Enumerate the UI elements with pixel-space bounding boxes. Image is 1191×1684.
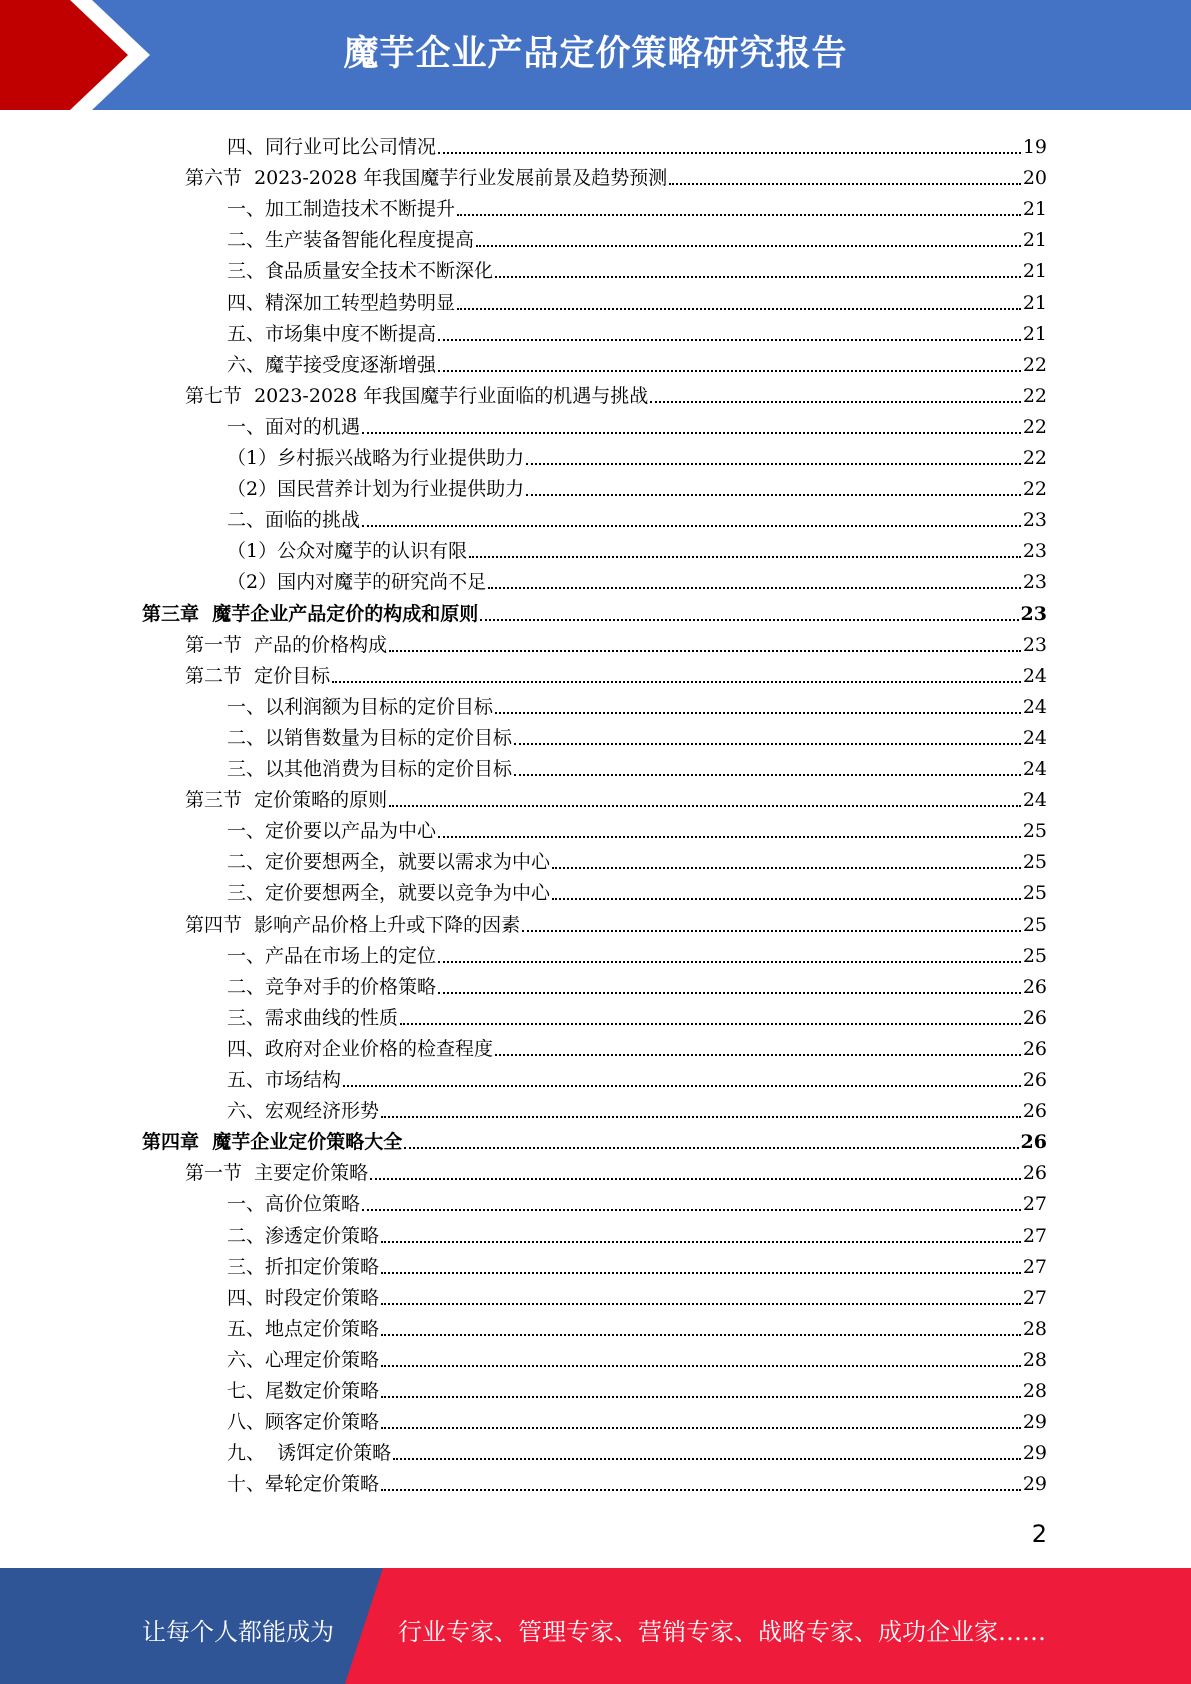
- toc-entry-title: 三、以其他消费为目标的定价目标: [227, 758, 513, 780]
- toc-dot-leader: [381, 1365, 1021, 1367]
- toc-dot-leader: [514, 743, 1021, 745]
- toc-entry-title: 三、食品质量安全技术不断深化: [227, 260, 494, 283]
- toc-dot-leader: [552, 867, 1021, 869]
- toc-dot-leader: [650, 401, 1021, 403]
- toc-entry[interactable]: [227, 1030, 1047, 1061]
- toc-entry-title: 一、定价要以产品为中心: [227, 820, 437, 843]
- toc-dot-leader: [389, 805, 1021, 807]
- toc-entry-title: 四、精深加工转型趋势明显: [227, 291, 456, 314]
- toc-entry-page: 27: [1022, 1193, 1047, 1216]
- toc-entry-page: 28: [1022, 1348, 1047, 1371]
- toc-entry[interactable]: [227, 719, 1047, 750]
- toc-dot-leader: [381, 1241, 1021, 1243]
- toc-dot-leader: [438, 152, 1021, 154]
- toc-entry-title: 第四节 影响产品价格上升或下降的因素: [185, 913, 521, 936]
- toc-dot-leader: [438, 961, 1021, 963]
- toc-entry-page: 22: [1022, 353, 1047, 376]
- toc-dot-leader: [526, 463, 1021, 465]
- toc-entry-page: 24: [1022, 789, 1047, 812]
- toc-dot-leader: [381, 1303, 1021, 1305]
- page-footer: [0, 1568, 1191, 1684]
- toc-entry[interactable]: [227, 812, 1047, 843]
- toc-entry[interactable]: [185, 159, 1047, 190]
- toc-entry-title: 六、宏观经济形势: [227, 1100, 380, 1123]
- toc-dot-leader: [457, 308, 1021, 310]
- toc-dot-leader: [495, 1054, 1021, 1056]
- toc-dot-leader: [480, 619, 1018, 621]
- toc-dot-leader: [381, 1334, 1021, 1336]
- toc-entry[interactable]: [227, 408, 1047, 439]
- toc-dot-leader: [495, 276, 1021, 278]
- toc-entry-title: 第三章 魔芋企业产品定价的构成和原则: [142, 602, 479, 625]
- toc-entry-title: 二、定价要想两全，就要以需求为中心: [227, 851, 551, 874]
- toc-dot-leader: [669, 183, 1021, 185]
- toc-entry-title: 四、时段定价策略: [227, 1286, 380, 1309]
- toc-entry-title: 五、市场集中度不断提高: [227, 322, 437, 345]
- footer-slogan-right: 行业专家、管理专家、营销专家、战略专家、成功企业家……: [398, 1618, 1046, 1646]
- toc-entry[interactable]: [227, 1248, 1047, 1279]
- toc-dot-leader: [438, 992, 1021, 994]
- toc-entry-page: 25: [1022, 820, 1047, 843]
- toc-entry-title: 第四章 魔芋企业定价策略大全: [142, 1131, 403, 1154]
- toc-entry-title: 第二节 定价目标: [185, 664, 331, 687]
- toc-entry[interactable]: [227, 284, 1047, 315]
- toc-entry-page: 24: [1022, 726, 1047, 749]
- toc-entry[interactable]: [185, 906, 1047, 937]
- toc-entry[interactable]: [227, 1061, 1047, 1092]
- toc-dot-leader: [381, 1272, 1021, 1274]
- toc-entry-page: 21: [1022, 229, 1047, 252]
- toc-dot-leader: [404, 1147, 1018, 1149]
- toc-entry[interactable]: [227, 874, 1047, 905]
- toc-dot-leader: [522, 930, 1021, 932]
- toc-entry[interactable]: [227, 470, 1047, 501]
- toc-entry-page: 29: [1022, 1411, 1047, 1434]
- toc-entry-title: 十、晕轮定价策略: [227, 1473, 380, 1496]
- toc-dot-leader: [457, 214, 1021, 216]
- toc-entry-title: 第一节 产品的价格构成: [185, 633, 388, 656]
- toc-entry[interactable]: [227, 1465, 1047, 1496]
- page-header: [0, 0, 1191, 110]
- toc-entry-page: 26: [1022, 1162, 1047, 1185]
- toc-entry-page: 21: [1022, 291, 1047, 314]
- toc-dot-leader: [476, 245, 1021, 247]
- toc-entry[interactable]: [227, 999, 1047, 1030]
- toc-entry-page: 21: [1022, 260, 1047, 283]
- toc-entry-page: 29: [1022, 1473, 1047, 1496]
- toc-entry-page: 23: [1022, 540, 1047, 563]
- toc-entry-title: （1）公众对魔芋的认识有限: [227, 540, 468, 563]
- toc-dot-leader: [381, 1116, 1021, 1118]
- toc-entry-page: 27: [1022, 1255, 1047, 1278]
- toc-entry[interactable]: [142, 1123, 1047, 1154]
- toc-entry-page: 25: [1022, 882, 1047, 905]
- toc-entry[interactable]: [227, 1279, 1047, 1310]
- toc-entry-page: 21: [1022, 198, 1047, 221]
- toc-entry[interactable]: [227, 843, 1047, 874]
- toc-entry[interactable]: [227, 439, 1047, 470]
- toc-entry-title: 第六节 2023-2028 年我国魔芋行业发展前景及趋势预测: [185, 167, 668, 190]
- toc-entry[interactable]: [227, 1185, 1047, 1216]
- toc-entry[interactable]: [227, 346, 1047, 377]
- toc-entry-title: 一、加工制造技术不断提升: [227, 198, 456, 221]
- toc-entry-title: 八、顾客定价策略: [227, 1411, 380, 1434]
- toc-entry-page: 22: [1022, 384, 1047, 407]
- toc-entry-page: 24: [1022, 664, 1047, 687]
- toc-entry-title: 二、面临的挑战: [227, 509, 361, 532]
- toc-dot-leader: [381, 1489, 1021, 1491]
- toc-entry-title: 第一节 主要定价策略: [185, 1162, 369, 1185]
- toc-entry[interactable]: [142, 595, 1047, 626]
- toc-dot-leader: [400, 1023, 1021, 1025]
- toc-entry-title: （2）国民营养计划为行业提供助力: [227, 478, 525, 501]
- toc-dot-leader: [438, 339, 1021, 341]
- toc-entry-title: 二、渗透定价策略: [227, 1224, 380, 1247]
- toc-dot-leader: [514, 774, 1021, 776]
- toc-entry-title: 第七节 2023-2028 年我国魔芋行业面临的机遇与挑战: [185, 384, 649, 407]
- toc-entry-page: 26: [1022, 1100, 1047, 1123]
- toc-entry-page: 26: [1022, 1037, 1047, 1060]
- toc-entry[interactable]: [185, 1154, 1047, 1185]
- toc-entry-page: 23: [1022, 633, 1047, 656]
- toc-entry-page: 24: [1022, 758, 1047, 780]
- toc-dot-leader: [469, 556, 1021, 558]
- toc-entry-page: 22: [1022, 415, 1047, 438]
- toc-dot-leader: [362, 1209, 1021, 1211]
- toc-entry[interactable]: [227, 315, 1047, 346]
- toc-dot-leader: [332, 681, 1021, 683]
- toc-entry[interactable]: [185, 377, 1047, 408]
- toc-entry-page: 26: [1022, 1006, 1047, 1029]
- toc-entry-page: 23: [1022, 571, 1047, 594]
- toc-entry[interactable]: [227, 1310, 1047, 1341]
- toc-entry[interactable]: [227, 1217, 1047, 1248]
- toc-entry[interactable]: [227, 688, 1047, 719]
- toc-entry-page: 25: [1022, 913, 1047, 936]
- toc-entry-page: 27: [1022, 1286, 1047, 1309]
- toc-dot-leader: [381, 1427, 1021, 1429]
- toc-entry-title: 三、折扣定价策略: [227, 1255, 380, 1278]
- toc-dot-leader: [495, 712, 1021, 714]
- toc-entry-page: 23: [1022, 509, 1047, 532]
- toc-entry-page: 28: [1022, 1380, 1047, 1402]
- toc-entry-title: 一、面对的机遇: [227, 415, 361, 438]
- toc-dot-leader: [343, 1085, 1021, 1087]
- toc-entry[interactable]: [227, 1341, 1047, 1372]
- toc-entry-title: 第三节 定价策略的原则: [185, 789, 388, 812]
- page-number: 2: [1031, 1520, 1047, 1548]
- toc-dot-leader: [393, 1458, 1021, 1460]
- toc-entry-title: 一、产品在市场上的定位: [227, 944, 437, 967]
- toc-entry[interactable]: [185, 781, 1047, 812]
- toc-entry-title: （1）乡村振兴战略为行业提供助力: [227, 447, 525, 469]
- toc-entry-title: 四、政府对企业价格的检查程度: [227, 1037, 494, 1060]
- toc-entry-title: 二、以销售数量为目标的定价目标: [227, 726, 513, 749]
- toc-entry-page: 26: [1022, 975, 1047, 998]
- toc-dot-leader: [438, 370, 1021, 372]
- toc-entry-title: 五、地点定价策略: [227, 1317, 380, 1340]
- toc-entry[interactable]: [185, 626, 1047, 657]
- toc-dot-leader: [381, 1396, 1021, 1398]
- toc-entry[interactable]: [227, 221, 1047, 252]
- toc-entry[interactable]: [227, 1403, 1047, 1434]
- toc-entry[interactable]: [227, 563, 1047, 594]
- toc-dot-leader: [438, 836, 1021, 838]
- toc-entry-title: 二、竞争对手的价格策略: [227, 975, 437, 998]
- toc-entry-page: 22: [1022, 447, 1047, 469]
- toc-entry-title: 九、 诱饵定价策略: [227, 1442, 392, 1465]
- toc-entry-page: 26: [1020, 1131, 1047, 1154]
- toc-entry[interactable]: [227, 128, 1047, 159]
- toc-entry-page: 29: [1022, 1442, 1047, 1465]
- toc-entry-page: 22: [1022, 478, 1047, 501]
- toc-dot-leader: [552, 898, 1021, 900]
- toc-dot-leader: [362, 525, 1021, 527]
- toc-entry-title: 一、以利润额为目标的定价目标: [227, 695, 494, 718]
- toc-entry-page: 19: [1022, 136, 1047, 158]
- toc-entry-title: 三、需求曲线的性质: [227, 1006, 399, 1029]
- toc-dot-leader: [389, 650, 1021, 652]
- toc-entry-page: 28: [1022, 1317, 1047, 1340]
- toc-dot-leader: [362, 432, 1021, 434]
- toc-entry-title: 一、高价位策略: [227, 1193, 361, 1216]
- toc-entry[interactable]: [227, 1092, 1047, 1123]
- toc-entry[interactable]: [185, 657, 1047, 688]
- toc-entry-page: 27: [1022, 1224, 1047, 1247]
- toc-entry[interactable]: [227, 1434, 1047, 1465]
- toc-entry-title: 六、魔芋接受度逐渐增强: [227, 353, 437, 376]
- toc-entry[interactable]: [227, 252, 1047, 283]
- toc-entry-page: 21: [1022, 322, 1047, 345]
- toc-entry[interactable]: [227, 532, 1047, 563]
- toc-entry-title: 三、定价要想两全，就要以竞争为中心: [227, 882, 551, 905]
- toc-entry[interactable]: [227, 1372, 1047, 1403]
- toc-entry-page: 23: [1020, 602, 1047, 625]
- toc-dot-leader: [526, 494, 1021, 496]
- toc-entry[interactable]: [227, 937, 1047, 968]
- toc-entry-title: （2）国内对魔芋的研究尚不足: [227, 571, 487, 594]
- footer-slogan-left: 让每个人都能成为: [142, 1618, 334, 1646]
- toc-entry-page: 25: [1022, 851, 1047, 874]
- toc-entry[interactable]: [227, 190, 1047, 221]
- toc-dot-leader: [370, 1178, 1021, 1180]
- toc-entry-page: 26: [1022, 1069, 1047, 1091]
- toc-entry-page: 20: [1022, 167, 1047, 190]
- toc-entry-page: 25: [1022, 944, 1047, 967]
- toc-entry[interactable]: [227, 750, 1047, 781]
- toc-entry-title: 六、心理定价策略: [227, 1348, 380, 1371]
- toc-entry-title: 五、市场结构: [227, 1069, 342, 1091]
- toc-dot-leader: [488, 587, 1021, 589]
- toc-entry-title: 四、同行业可比公司情况: [227, 136, 437, 158]
- toc-entry-title: 七、尾数定价策略: [227, 1380, 380, 1402]
- toc-entry[interactable]: [227, 501, 1047, 532]
- toc-entry[interactable]: [227, 968, 1047, 999]
- toc-entry-page: 24: [1022, 695, 1047, 718]
- header-title: 魔芋企业产品定价策略研究报告: [343, 34, 848, 74]
- toc-entry-title: 二、生产装备智能化程度提高: [227, 229, 475, 252]
